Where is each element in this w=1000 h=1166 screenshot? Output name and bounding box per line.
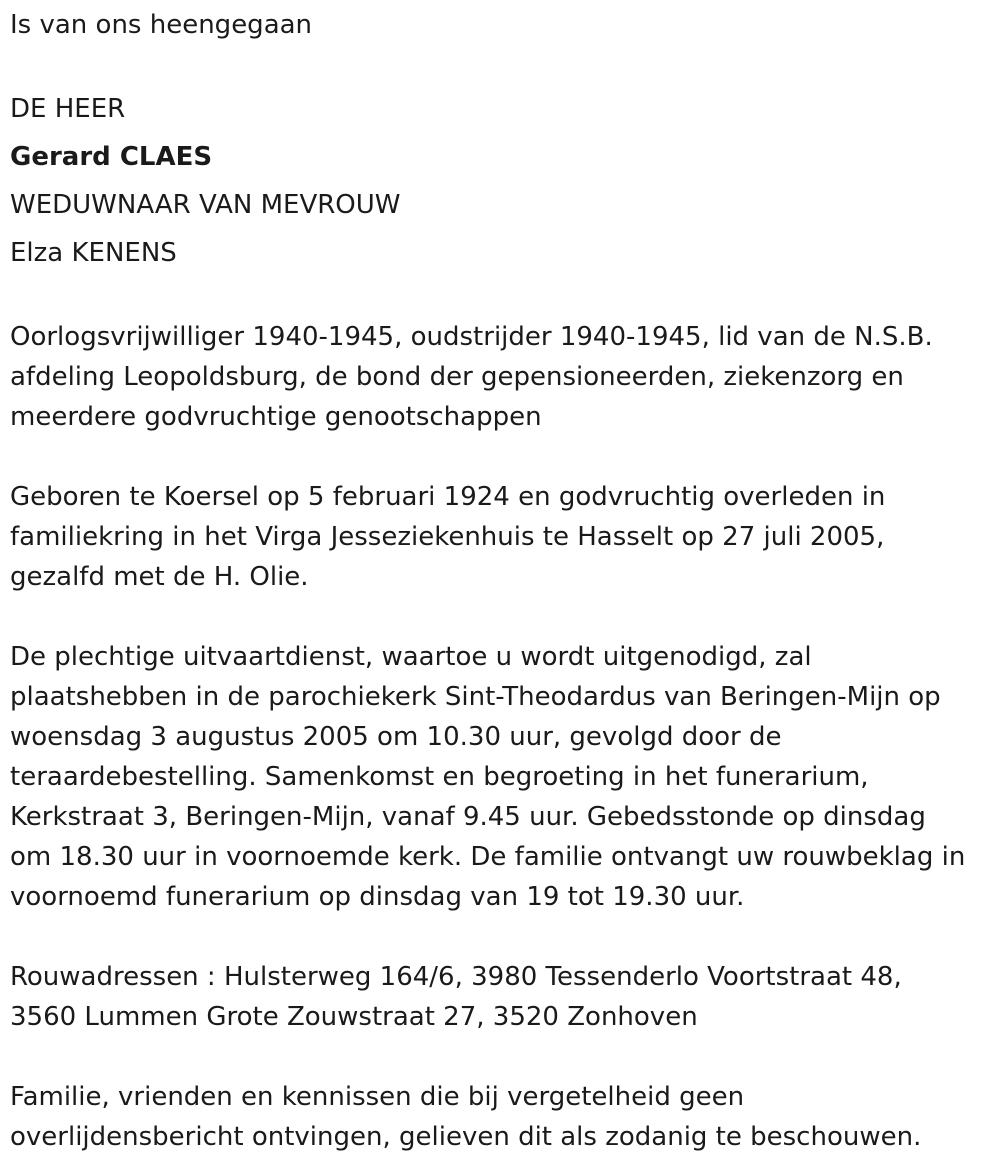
paragraph-line: Familie, vrienden en kennissen die bij vergetelheid geen (10, 1082, 745, 1112)
paragraph-line: woensdag 3 augustus 2005 om 10.30 uur, gevolgd door de (10, 722, 782, 752)
deceased-heading (10, 85, 992, 277)
paragraph-mourning-addresses (10, 957, 992, 1037)
paragraph-line: familiekring in het Virga Jesseziekenhuis te Hasselt op 27 juli 2005, (10, 522, 885, 552)
paragraph-birth-death (10, 477, 992, 597)
intro-text: Is van ons heengegaan (10, 10, 313, 40)
paragraph-line: 3560 Lummen Grote Zouwstraat 27, 3520 Zonhoven (10, 1002, 698, 1032)
paragraph-funeral-service (10, 637, 992, 917)
paragraph-line: overlijdensbericht ontvingen, gelieven dit als zodanig te beschouwen. (10, 1122, 922, 1152)
paragraph-line: Rouwadressen : Hulsterweg 164/6, 3980 Tessenderlo Voortstraat 48, (10, 962, 902, 992)
paragraph-line: afdeling Leopoldsburg, de bond der gepensioneerden, ziekenzorg en (10, 362, 904, 392)
paragraph-affiliations (10, 317, 992, 437)
paragraph-line: om 18.30 uur in voornoemde kerk. De familie ontvangt uw rouwbeklag in (10, 842, 966, 872)
paragraph-line: teraardebestelling. Samenkomst en begroeting in het funerarium, (10, 762, 869, 792)
paragraph-line: De plechtige uitvaartdienst, waartoe u wordt uitgenodigd, zal (10, 642, 812, 672)
paragraph-line: Geboren te Koersel op 5 februari 1924 en godvruchtig overleden in (10, 482, 886, 512)
paragraph-closing-note (10, 1077, 992, 1157)
relation-text: WEDUWNAAR VAN MEVROUW (10, 190, 401, 220)
paragraph-line: Kerkstraat 3, Beringen-Mijn, vanaf 9.45 uur. Gebedsstonde op dinsdag (10, 802, 926, 832)
paragraph-line: plaatshebben in de parochiekerk Sint-Theodardus van Beringen-Mijn op (10, 682, 941, 712)
paragraph-line: voornoemd funerarium op dinsdag van 19 tot 19.30 uur. (10, 882, 745, 912)
deceased-name: Gerard CLAES (10, 142, 213, 172)
spouse-name: Elza KENENS (10, 238, 177, 268)
title-text: DE HEER (10, 94, 126, 124)
paragraph-line: Oorlogsvrijwilliger 1940-1945, oudstrijder 1940-1945, lid van de N.S.B. (10, 322, 933, 352)
paragraph-line: gezalfd met de H. Olie. (10, 562, 309, 592)
paragraph-line: meerdere godvruchtige genootschappen (10, 402, 542, 432)
